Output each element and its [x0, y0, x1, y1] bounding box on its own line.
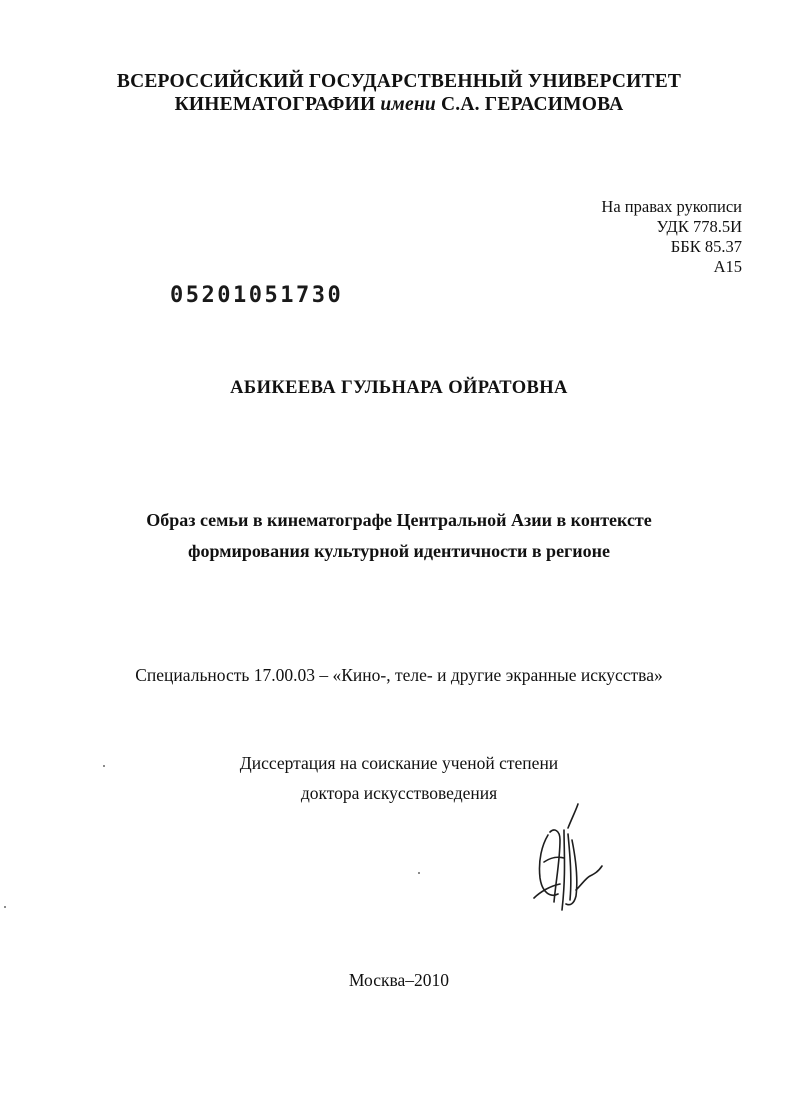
degree-statement-line1: Диссертация на соискание ученой степени: [239, 753, 559, 773]
dissertation-title-line1: Образ семьи в кинематографе Центральной Азии в контексте: [146, 510, 652, 530]
manuscript-rights-label: На правах рукописи: [601, 197, 742, 216]
bbk-code: ББК 85.37: [670, 237, 742, 256]
handwritten-signature: [520, 800, 620, 920]
university-name-line2: [0, 93, 798, 116]
university-name-line2-part1: КИНЕМАТОГРАФИИ: [174, 94, 376, 115]
author-mark-code: А15: [713, 257, 742, 276]
city-and-year: Москва–2010: [348, 970, 450, 990]
university-name-imeni: имени: [380, 94, 436, 115]
dissertation-title: [0, 505, 798, 567]
author-name: АБИКЕЕВА ГУЛЬНАРА ОЙРАТОВНА: [230, 378, 568, 398]
manuscript-rights-block: [601, 197, 742, 277]
dissertation-title-line2: формирования культурной идентичности в регионе: [188, 541, 610, 561]
university-name: [0, 70, 798, 116]
udk-code: УДК 778.5И: [656, 217, 742, 236]
university-name-line1: ВСЕРОССИЙСКИЙ ГОСУДАРСТВЕННЫЙ УНИВЕРСИТЕТ: [116, 71, 682, 92]
scan-speck: [103, 765, 105, 767]
degree-statement-line2: доктора искусствоведения: [300, 783, 498, 803]
university-name-line2-part2: С.А. ГЕРАСИМОВА: [441, 94, 624, 115]
serial-number-stamp: 05201051730: [170, 283, 344, 308]
scan-speck: [418, 872, 420, 874]
degree-statement: [0, 748, 798, 808]
speciality-line: Специальность 17.00.03 – «Кино-, теле- и другие экранные искусства»: [135, 665, 663, 685]
scan-speck: [4, 906, 6, 908]
